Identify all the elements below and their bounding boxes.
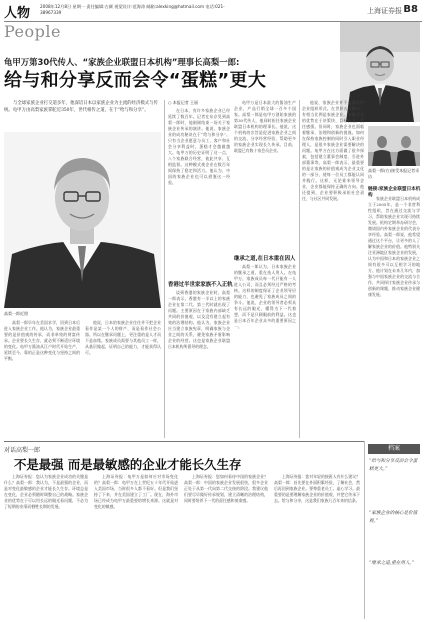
article-column-f: 高梨一郎认为，日本家族企业的继承之道，重在选人用人。在龟甲万，家族成员每一代只能有一人进入公司，而且必须经过严格的考核。这样的制度保证了企业领导层的能力，也避免了家族成员之间的争斗。他说，企业的领导者必须具有长远的眼光，懂得为下一代着想，而不是只顾眼前的利益。这也是日本百年企业众多的重要原因之一。 xyxy=(234,264,296,329)
dateline: 2008年12月8日 星期一 责任编辑:古颜 视觉设计:范海涛 邮箱:alexking@hotmail.com 电话:021-38967339 xyxy=(40,4,225,15)
quote-3: “继承之道,重在用人。” xyxy=(369,561,415,566)
article-column-g: 他说，家族企业并不是落后的企业组织形式。在世界五百强中，有相当比例是家族企业。家族企业的优势在于决策快、目标长远、责任感强。但同时，家族企业也面临着继承、治理和创新的挑战。如何在保持家族控制的同时引入职业经理人，是很多家族企业需要解决的问题。龟甲万在这方面做了很多探索，包括建立董事会制度、引进外部董事等。高梨一郎表示，最重要的是让家族的价值观成为企业文化的一部分，使每一位员工都能认同并践行。这样，无论谁来领导企业，企业都能保持正确的方向。他还提到，企业要积极承担社会责任，与社区共同发展。 xyxy=(302,100,364,201)
section-subhead-1: 香港过半世家家族不入正轨 xyxy=(168,282,233,288)
interview-column-4: 上海证券报：您对年轻的接班人有什么建议？高梨一郎：首先要在外面积累经验，了解社会，然后再回到家族企业。要尊重老员工，虚心学习。最重要的是要理解家族企业的价值观，并把它传承下去。给与和分享，这是我们家族几百年来的信条。 xyxy=(274,474,360,503)
article-lead: 与全球家族企业打交道多年，他深谙日本以家族企业为主流的经济模式与传统。龟甲万由高梨家族掌舵近350年，世代相传之道，在于“给与和分享”。 xyxy=(4,101,158,114)
interview-divider xyxy=(4,441,364,442)
section-subhead-2: 继承之道,在日本重在因人 xyxy=(234,256,296,262)
interview-column-2: 上海证券报：龟甲万是如何应对市场变化的？高梨一郎：龟甲万在上世纪五十年代开始进入美国市场，当时很多人都不看好。但是我们坚持了下来，并在美国建立了工厂。现在，海外市场已经成为龟甲万最重要的增长来源。这就是对变化的敏感。 xyxy=(94,474,178,509)
article-headline: 给与和分享反而会令“蛋糕”更大 xyxy=(4,70,267,91)
sidebox-title: 档案 xyxy=(368,444,420,454)
people-label: People xyxy=(4,22,61,41)
paper-name: 上海证券报 xyxy=(367,7,402,15)
quote-2: “家族企业的核心是价值观。” xyxy=(369,511,418,525)
article-column-a: 高梨一郎早年在美国求学，回到日本后进入家族企业工作。他认为，家族企业最重要的是价值观的传承，而非单纯的财富传承。企业要长久生存，就必须不断适应环境的变化。龟甲万酱油从江户时代开始生产，延续至今，靠的正是这种变化与坚持之间的平衡。 xyxy=(4,320,80,361)
article-byline: ○ 本报记者 王丽 xyxy=(168,100,199,105)
article-kicker: 龟甲万第30代传人、“家族企业联盟日本机构”理事长高梨一郎: xyxy=(4,57,240,67)
interview-tag: 对话高梨一郎 xyxy=(4,447,41,454)
page-number: B8 xyxy=(403,4,418,15)
section-name: 人物 xyxy=(4,6,31,21)
article-column-b: 他说，日本的家族企业往往并不把企业看作是某一个人的财产，而是看作社会公器。所以在继承问题上，更注重的是人才而不是血缘。家族成员需要与其他员工一样，从基层做起，证明自己的能力，才能获得认可。 xyxy=(85,320,161,355)
interview-photo xyxy=(368,126,420,166)
column-divider xyxy=(164,100,165,438)
quote-1: “给与和分享反而会令蛋糕更大。” xyxy=(369,459,418,473)
column-divider-2 xyxy=(299,100,300,438)
interview-column-3: 上海证券报：您如何看待中国的家族企业？高梨一郎：中国的家族企业发展很快，很多企业正处于从第一代向第二代交接的阶段。我建议他们要尽早做好传承规划，建立清晰的治理结构，同时要培养下一代的责任感和使命感。 xyxy=(184,474,268,503)
sidebox-divider xyxy=(364,441,365,619)
article-column-h: 家族企业联盟日本机构成立于2005年，是一个非营利性组织，旨在通过交流与学习，帮助家族企业实现可持续发展。机构定期举办研讨会，邀请国内外家族企业的代表分享经验。高梨一郎说，他希望通过这个平台，让更多的人了解家族企业的价值。他特别关注亚洲地区家族企业的发展，认为中国和日本的家族企业之间有很多可以互相学习的地方。他计划在未来几年内，加强与中国家族企业的交流与合作，共同探讨家族企业传承与创新的课题，推动家族企业健康发展。 xyxy=(368,196,420,297)
article-column-e: 龟甲万是日本最大的酱油生产企业，产品行销全球一百多个国家。高梨一郎是龟甲万创始家族的第30代传人，他同时担任家族企业联盟日本机构的理事长。他说，这个机构的宗旨是促进家族企业之间的交流，分享经营经验，帮助更多的家族企业实现长久传承。目前，联盟已有数十家会员企业。 xyxy=(234,100,296,153)
link-heading: 链接:家族企业联盟日本机构 xyxy=(368,187,421,198)
article-column-c: 在日本，有许多家族企业已经延续了数百年。记者在东京见到高梨一郎时，他刚刚结束一场关于家族企业传承的演讲。他说，家族企业的成功秘诀在于“给与和分享”。只有当企业愿意与员工、客户和社会分享利益时，蛋糕才会越做越大。龟甲万的历史证明了这一点，八个家族联合经营，彼此共享，互相监督。这种模式使企业在数百年间保持了稳定和活力。他认为，中国的家族企业也可以借鉴这一经验。 xyxy=(168,108,230,185)
right-photo-caption: 高梨一郎(右)接受本报记者采访 xyxy=(368,168,420,179)
interview-title: 不是最强 而是最敏感的企业才能长久生存 xyxy=(14,457,242,472)
portrait-photo-large xyxy=(4,132,161,308)
left-photo-caption: 高梨一郎近照 xyxy=(4,311,28,316)
article-column-d: 谈到香港的家族企业时，高梨一郎表示，香港有一半以上的家族企业在第二代、第三代时就出现了问题。主要原因在于家族内部缺乏共同的价值观，以及没有建立起有效的治理结构。他认为，家族企业应当建立家族宪章，明确家族与企业之间的关系，避免家族矛盾影响企业的经营。这也是家族企业联盟日本机构所倡导的理念。 xyxy=(168,290,230,349)
interview-column-1: 上海证券报：您认为家族企业成功的关键是什么？高梨一郎：我认为，不是最强的企业，而是对变化最敏感的企业才能长久生存。环境总是在变化，企业必须随时调整自己的战略。家族企业的优势在于可以用长远的眼光看问题，不必为了短期的业绩而牺牲长期的发展。 xyxy=(4,474,88,509)
